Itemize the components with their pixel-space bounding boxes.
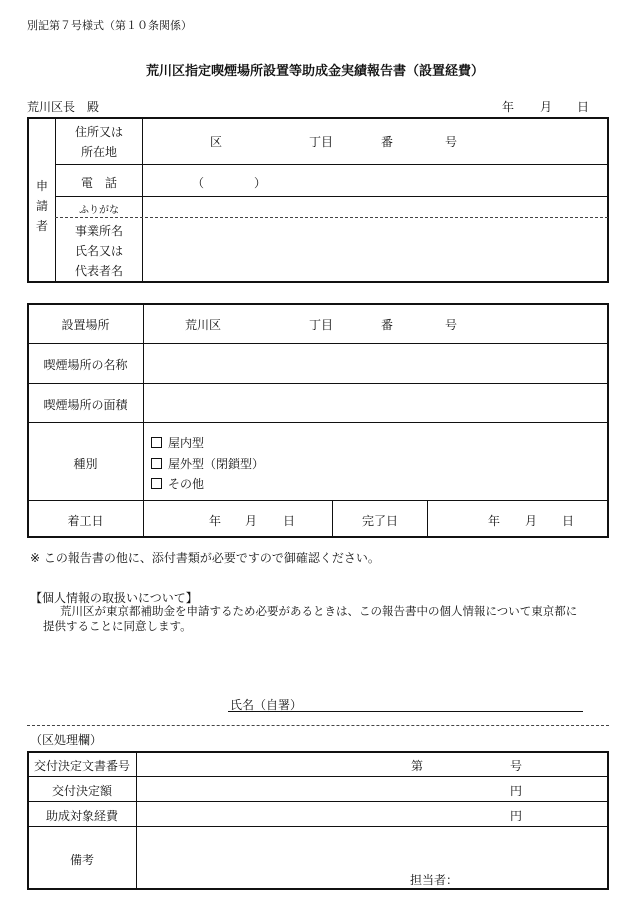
date-day-label: 日: [577, 100, 590, 114]
addressee: 荒川区長 殿: [27, 100, 100, 114]
signature-label: 氏名（自署）: [230, 698, 303, 712]
furigana-label: ふりがな: [79, 205, 119, 216]
type-option-other[interactable]: その他: [151, 475, 204, 492]
phone-paren-close: ）: [254, 176, 267, 190]
smoking-area-size-label: 喫煙場所の面積: [43, 398, 128, 412]
privacy-text-line2: 提供することに同意します。: [43, 619, 192, 633]
address-ku: 区: [210, 135, 223, 149]
furigana-field[interactable]: [143, 197, 608, 217]
type-option-indoor[interactable]: 屋内型: [151, 434, 204, 451]
address-chome: 丁目: [309, 135, 334, 149]
decision-doc-number-field[interactable]: [137, 752, 608, 776]
address-field[interactable]: [143, 118, 608, 164]
decision-amount-field[interactable]: [137, 777, 608, 801]
date-month-label: 月: [540, 100, 553, 114]
attachment-note: ※ この報告書の他に、添付書類が必要ですので御確認ください。: [30, 551, 380, 565]
staff-label: 担当者：: [410, 873, 459, 887]
address-label: 住所又は 所在地: [74, 125, 123, 159]
remarks-label: 備考: [69, 853, 94, 867]
signature-field[interactable]: [300, 692, 583, 711]
start-month: 月: [245, 514, 258, 528]
install-location-field[interactable]: [144, 304, 608, 343]
date-year-label: 年: [502, 100, 515, 114]
checkbox-icon[interactable]: [151, 437, 162, 448]
install-chome: 丁目: [309, 318, 334, 332]
name-field[interactable]: [143, 218, 608, 282]
privacy-heading: 【個人情報の取扱いについて】: [30, 591, 198, 605]
install-city: 荒川区: [185, 318, 222, 332]
page-title: 荒川区指定喫煙場所設置等助成金実績報告書（設置経費）: [145, 64, 484, 79]
complete-day: 日: [562, 514, 575, 528]
doc-number-go: 号: [510, 759, 523, 773]
completion-date-field[interactable]: [428, 501, 608, 537]
smoking-area-size-field[interactable]: [144, 384, 608, 422]
phone-paren-open: （: [192, 176, 205, 190]
decision-amount-yen: 円: [510, 784, 523, 798]
phone-field[interactable]: [143, 165, 608, 196]
name-label: 事業所名 氏名又は 代表者名: [74, 224, 123, 278]
start-date-field[interactable]: [144, 501, 332, 537]
smoking-area-name-label: 喫煙場所の名称: [43, 358, 128, 372]
address-ban: 番: [381, 135, 394, 149]
start-day: 日: [283, 514, 296, 528]
completion-date-label: 完了日: [361, 514, 398, 528]
office-separator: [27, 725, 609, 726]
complete-year: 年: [488, 514, 501, 528]
start-date-label: 着工日: [67, 514, 104, 528]
office-use-heading: （区処理欄）: [30, 733, 103, 747]
doc-number-dai: 第: [411, 759, 424, 773]
eligible-cost-field[interactable]: [137, 802, 608, 826]
remarks-field[interactable]: [137, 827, 608, 889]
start-year: 年: [209, 514, 222, 528]
install-go: 号: [445, 318, 458, 332]
complete-month: 月: [525, 514, 538, 528]
smoking-area-name-field[interactable]: [144, 344, 608, 383]
applicant-section-label: 申 請 者: [35, 179, 48, 233]
decision-doc-number-label: 交付決定文書番号: [33, 759, 130, 773]
type-option-outdoor-closed[interactable]: 屋外型（閉鎖型）: [151, 455, 264, 472]
checkbox-icon[interactable]: [151, 458, 162, 469]
phone-label: 電 話: [80, 176, 117, 190]
privacy-text-line1: 荒川区が東京都補助金を申請するため必要があるときは、この報告書中の個人情報について東京都に: [60, 604, 578, 618]
form-number: 別記第７号様式（第１０条関係）: [27, 19, 192, 32]
eligible-cost-yen: 円: [510, 809, 523, 823]
install-ban: 番: [381, 318, 394, 332]
type-label: 種別: [73, 457, 98, 471]
install-location-label: 設置場所: [61, 318, 110, 332]
eligible-cost-label: 助成対象経費: [45, 809, 118, 823]
address-go: 号: [445, 135, 458, 149]
decision-amount-label: 交付決定額: [51, 784, 112, 798]
checkbox-icon[interactable]: [151, 478, 162, 489]
